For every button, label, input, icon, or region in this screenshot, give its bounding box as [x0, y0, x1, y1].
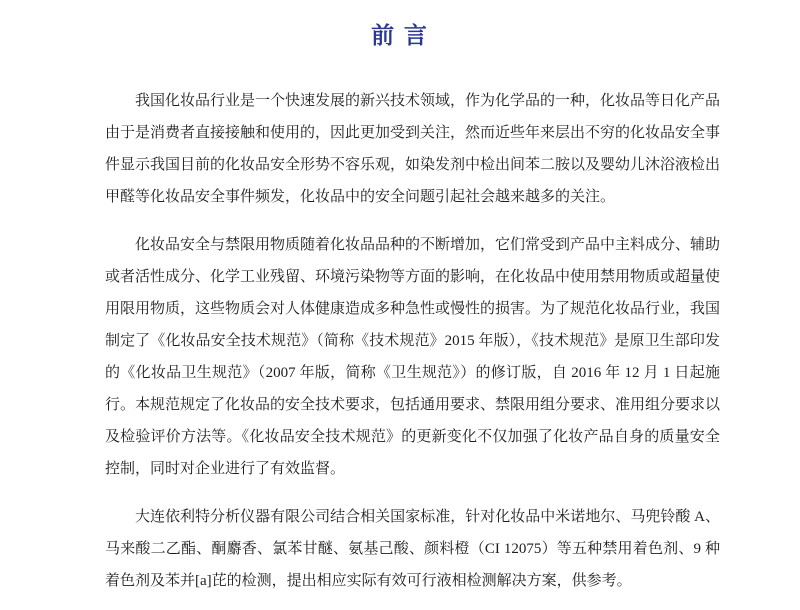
preface-body [105, 85, 720, 597]
page-title: 前 言 [371, 23, 429, 48]
paragraph-2: 化妆品安全与禁限用物质随着化妆品品种的不断增加，它们常受到产品中主料成分、辅助或者活性成分、化学工业残留、环境污染物等方面的影响，在化妆品中使用禁用物质或超量使用限用物质，这些物质会对人体健康造成多种急性或慢性的损害。为了规范化妆品行业，我国制定了《化妆品安全技术规范》（简称《技术规范》2015 年版），《技术规范》是原卫生部印发的《化妆品卫生规范》（2007 年版，简称《卫生规范》）的修订版，自 2016 年 12 月 1 日起施行。本规范规定了化妆品的安全技术要求，包括通用要求、禁限用组分要求、准用组分要求以及检验评价方法等。《化妆品安全技术规范》的更新变化不仅加强了化妆产品自身的质量安全控制，同时对企业进行了有效监督。 [105, 237, 721, 477]
paragraph-1: 我国化妆品行业是一个快速发展的新兴技术领域，作为化学品的一种，化妆品等日化产品由于是消费者直接接触和使用的，因此更加受到关注，然而近些年来层出不穷的化妆品安全事件显示我国目前的化妆品安全形势不容乐观，如染发剂中检出间苯二胺以及婴幼儿沐浴液检出甲醛等化妆品安全事件频发，化妆品中的安全问题引起社会越来越多的关注。 [105, 93, 721, 205]
paragraph-3: 大连依利特分析仪器有限公司结合相关国家标准，针对化妆品中米诺地尔、马兜铃酸 A、马来酸二乙酯、酮麝香、氯苯甘醚、氨基己酸、颜料橙（CI 12075）等五种禁用着色剂、9 种着色剂及苯并[a]芘的检测，提出相应实际有效可行液相检测解决方案，供参考。 [105, 509, 720, 589]
